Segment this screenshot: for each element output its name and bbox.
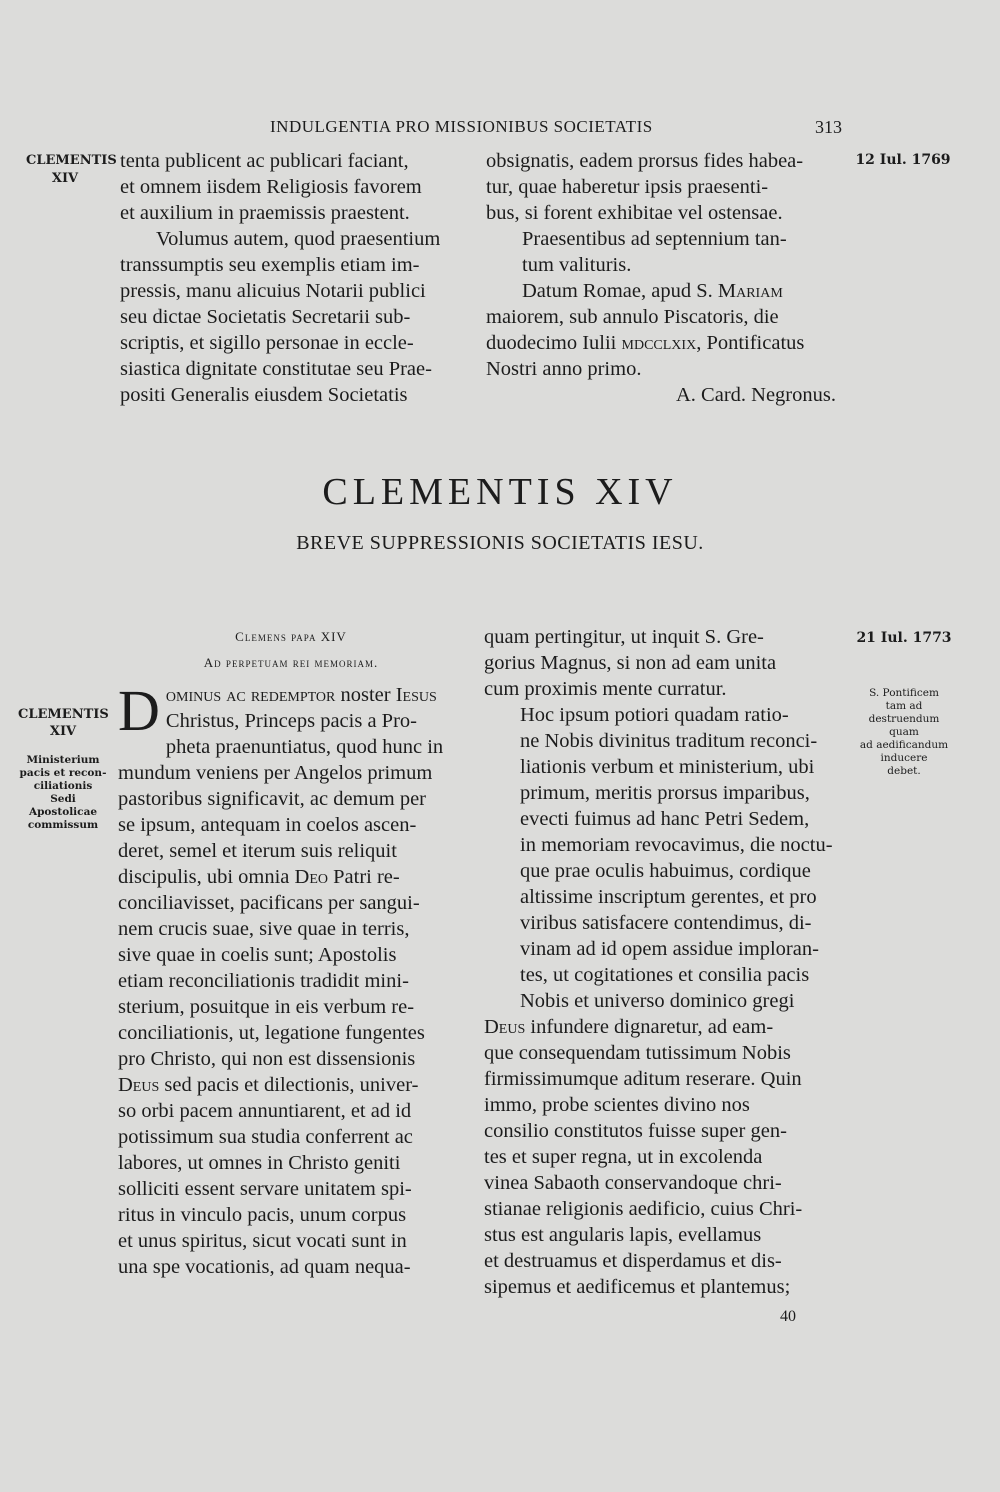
text-line: pheta praenuntiatus, quod hunc in — [165, 736, 444, 758]
document-title: CLEMENTIS XIV — [322, 471, 678, 513]
text-line: immo, probe scientes divino nos — [484, 1094, 750, 1116]
text-line: in memoriam revocavimus, die noctu- — [520, 834, 833, 856]
text-line: scriptis, et sigillo personae in eccle- — [120, 332, 414, 354]
margin-date: 12 Iul. 1769 — [855, 152, 951, 168]
lower-right-column — [484, 624, 836, 1300]
text-line: labores, ut omnes in Christo geniti — [118, 1152, 401, 1174]
margin-note-line: destruendum — [868, 713, 940, 725]
text-run: Deus — [118, 1074, 160, 1096]
text-line: mundum veniens per Angelos primum — [118, 762, 433, 784]
paragraph — [486, 278, 838, 382]
margin-note-lower-left — [18, 706, 108, 832]
text-run: discipulis, ubi omnia — [118, 866, 295, 888]
text-line: stianae religionis aedificio, cuius Chri- — [484, 1198, 803, 1220]
text-line: obsignatis, eadem prorsus fides habea- — [486, 150, 804, 172]
text-run: Deo — [294, 866, 328, 888]
text-line: Nobis et universo dominico gregi — [520, 990, 795, 1012]
text-line: Hoc ipsum potiori quadam ratio- — [520, 704, 789, 726]
margin-date: 21 Iul. 1773 — [856, 630, 952, 646]
page-number: 313 — [815, 117, 842, 137]
text-run: duodecimo Iulii — [486, 332, 622, 354]
text-line: vinea Sabaoth conservandoque chri- — [484, 1172, 782, 1194]
margin-note-top-left — [26, 152, 117, 188]
running-title: INDULGENTIA PRO MISSIONIBUS SOCIETATIS — [270, 117, 653, 136]
margin-heading-line: XIV — [51, 171, 79, 186]
lower-left-column — [118, 624, 464, 1280]
text-line: tur, quae haberetur ipsis praesenti- — [486, 176, 769, 198]
text-line: deret, semel et iterum suis reliquit — [118, 840, 397, 862]
text-line: liationis verbum et ministerium, ubi — [520, 756, 815, 778]
text-line: bus, si forent exhibitae vel ostensae. — [486, 202, 783, 224]
margin-note-line: pacis et recon- — [19, 767, 107, 779]
margin-note-line: Apostolicae — [28, 806, 98, 818]
margin-note-top-right — [848, 154, 958, 167]
text-line: sive quae in coelis sunt; Apostolis — [118, 944, 397, 966]
margin-heading-line: XIV — [49, 724, 77, 739]
text-line: se ipsum, antequam in coelos ascen- — [118, 814, 417, 836]
paragraph — [118, 678, 464, 1280]
text-line: et destruamus et disperdamus et dis- — [484, 1250, 782, 1272]
brief-author: Clemens papa XIV — [235, 629, 347, 644]
text-run: Iesus — [395, 684, 437, 706]
text-line: primum, meritis prorsus imparibus, — [520, 782, 810, 804]
text-line: que prae oculis habuimus, cordique — [520, 860, 811, 882]
margin-note-line: S. Pontificem — [869, 687, 939, 699]
text-line: sipemus et aedificemus et plantemus; — [484, 1276, 791, 1298]
margin-heading-line: CLEMENTIS — [26, 153, 117, 168]
text-line: so orbi pacem annuntiarent, et ad id — [118, 1100, 412, 1122]
text-line: pastoribus significavit, ac demum per — [118, 788, 426, 810]
text-block — [118, 890, 464, 1072]
text-line: gorius Magnus, si non ad eam unita — [484, 652, 777, 674]
margin-note-line: ciliationis — [33, 780, 93, 792]
text-run: infundere dignaretur, ad eam- — [525, 1016, 774, 1038]
text-line: potissimum sua studia conferrent ac — [118, 1126, 413, 1148]
margin-note-line: Sedi — [50, 793, 76, 805]
text-line: tes et super regna, ut in excolenda — [484, 1146, 763, 1168]
text-line: cum proximis mente curratur. — [484, 678, 727, 700]
paragraph — [484, 624, 836, 702]
paragraph — [486, 148, 838, 226]
text-line: solliciti essent servare unitatem spi- — [118, 1178, 412, 1200]
text-line: pressis, manu alicuius Notarii publici — [120, 280, 426, 302]
text-run: Deus — [484, 1016, 526, 1038]
text-line: tenta publicent ac publicari faciant, — [120, 150, 409, 172]
text-line: Praesentibus ad septennium tan- — [522, 228, 787, 250]
text-line: et omnem iisdem Religiosis favorem — [120, 176, 422, 198]
margin-note-line: commissum — [27, 819, 99, 831]
text-line: Christus, Princeps pacis a Pro- — [165, 710, 417, 732]
text-line: una spe vocationis, ad quam nequa- — [118, 1256, 411, 1278]
text-line: vinam ad id opem assidue imploran- — [520, 938, 819, 960]
text-line: seu dictae Societatis Secretarii sub- — [120, 306, 411, 328]
signature-mark: 40 — [780, 1308, 796, 1325]
text-line: conciliationis, ut, legatione fungentes — [118, 1022, 425, 1044]
margin-note-line: Ministerium — [26, 754, 100, 766]
text-block — [118, 708, 464, 760]
text-run: Datum Romae, apud S. — [522, 280, 718, 302]
text-line: Volumus autem, quod praesentium — [156, 228, 441, 250]
text-block — [118, 760, 464, 864]
margin-note-lower-right — [846, 632, 962, 778]
text-line: tum valituris. — [522, 254, 632, 276]
text-line: et unus spiritus, sicut vocati sunt in — [118, 1230, 407, 1252]
drop-capital: D — [118, 678, 160, 743]
text-line: sterium, posuitque in eis verbum re- — [118, 996, 415, 1018]
margin-heading-line: CLEMENTIS — [18, 707, 109, 722]
text-line: tes, ut cogitationes et consilia pacis — [520, 964, 810, 986]
margin-note-line: inducere — [880, 752, 928, 764]
text-line: ritus in vinculo pacis, unum corpus — [118, 1204, 407, 1226]
signature: A. Card. Negronus. — [676, 384, 836, 406]
text-block — [118, 1098, 464, 1280]
upper-left-column — [120, 148, 472, 408]
text-line: stus est angularis lapis, evellamus — [484, 1224, 762, 1246]
text-line: maiorem, sub annulo Piscatoris, die — [486, 306, 779, 328]
text-run: Mariam — [717, 280, 783, 302]
text-run: , Pontificatus — [696, 332, 805, 354]
text-block — [484, 1040, 836, 1300]
text-run: Patri re- — [328, 866, 400, 888]
text-line: Nostri anno primo. — [486, 358, 642, 380]
paragraph — [484, 702, 836, 1300]
text-run: mdcclxix — [621, 332, 697, 354]
text-line: conciliavisset, pacificans per sangui- — [118, 892, 420, 914]
paragraph — [486, 226, 838, 278]
margin-note-line: tam ad — [885, 700, 923, 712]
margin-note-line: quam — [889, 726, 919, 738]
margin-note-line: debet. — [887, 765, 921, 777]
text-line: quam pertingitur, ut inquit S. Gre- — [484, 626, 764, 648]
text-line: transsumptis seu exemplis etiam im- — [120, 254, 420, 276]
text-line: consilio constitutos fuisse super gen- — [484, 1120, 787, 1142]
text-line: altissime inscriptum gerentes, et pro — [520, 886, 817, 908]
document-subtitle: BREVE SUPPRESSIONIS SOCIETATIS IESU. — [296, 532, 704, 554]
text-block — [484, 702, 836, 1014]
text-line: que consequendam tutissimum Nobis — [484, 1042, 791, 1064]
upper-right-column — [486, 148, 838, 408]
text-line: positi Generalis eiusdem Societatis — [120, 384, 408, 406]
text-line: viribus satisfacere contendimus, di- — [520, 912, 812, 934]
text-run: noster — [335, 684, 396, 706]
brief-formula: Ad perpetuam rei memoriam. — [203, 655, 379, 670]
margin-note-text — [18, 754, 108, 832]
paragraph — [120, 148, 472, 226]
text-line: siastica dignitate constitutae seu Prae- — [120, 358, 432, 380]
paragraph — [120, 226, 472, 408]
text-line: ne Nobis divinitus traditum reconci- — [520, 730, 818, 752]
text-line: nem crucis suae, sive quae in terris, — [118, 918, 410, 940]
text-line: et auxilium in praemissis praestent. — [120, 202, 410, 224]
margin-note-line: ad aedificandum — [859, 739, 949, 751]
text-line: evecti fuimus ad hanc Petri Sedem, — [520, 808, 810, 830]
text-line: etiam reconciliationis tradidit mini- — [118, 970, 409, 992]
text-line: firmissimumque aditum reserare. Quin — [484, 1068, 802, 1090]
text-run: sed pacis et dilectionis, univer- — [159, 1074, 419, 1096]
margin-note-text — [846, 687, 962, 778]
text-run: ominus ac redemptor — [165, 684, 336, 706]
text-line: pro Christo, qui non est dissensionis — [118, 1048, 416, 1070]
